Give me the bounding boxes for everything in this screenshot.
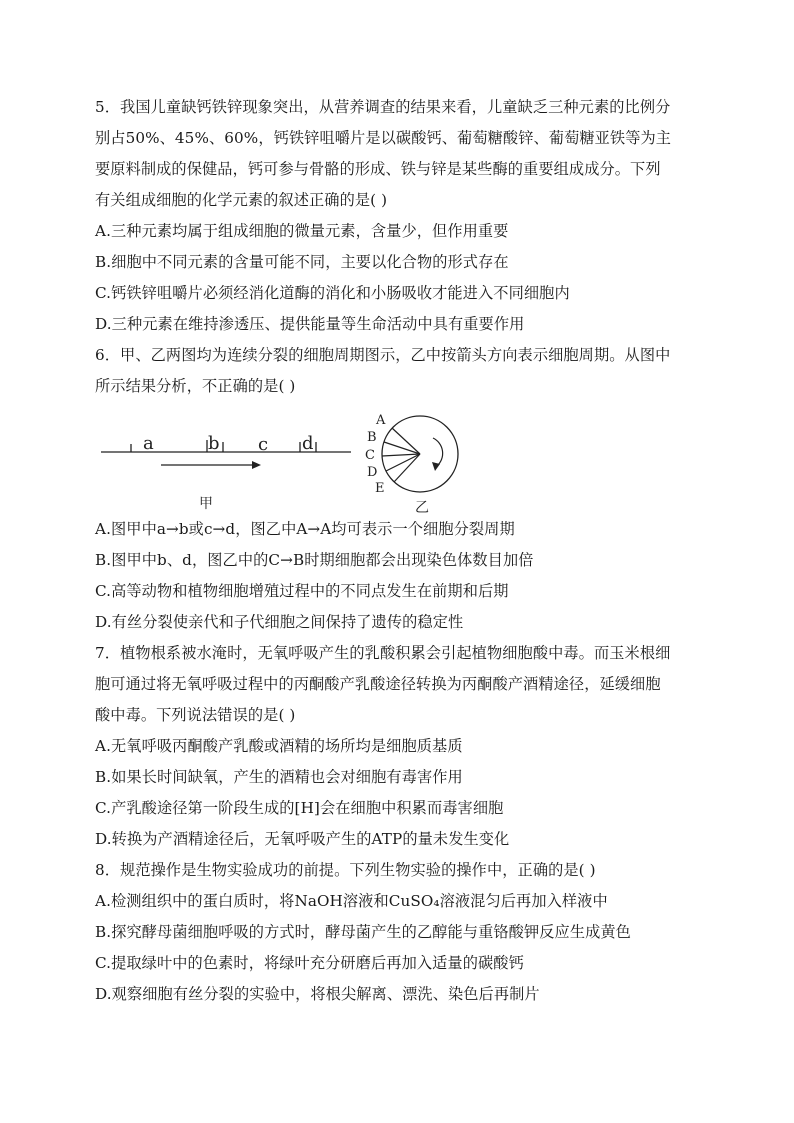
label-D: D [367, 465, 378, 480]
cell-cycle-diagram [95, 404, 475, 514]
question-7 [95, 638, 705, 855]
option-d: D.观察细胞有丝分裂的实验中，将根尖解离、漂洗、染色后再制片 [95, 985, 540, 1003]
label-B: B [367, 430, 377, 445]
option-d: D.转换为产酒精途径后，无氧呼吸产生的ATP的量未发生变化 [95, 830, 510, 848]
question-stem-line: 7．植物根系被水淹时，无氧呼吸产生的乳酸积累会引起植物细胞酸中毒。而玉米根细 [95, 644, 671, 662]
option-a: A.无氧呼吸丙酮酸产乳酸或酒精的场所均是细胞质基质 [95, 737, 463, 755]
option-c: C.提取绿叶中的色素时，将绿叶充分研磨后再加入适量的碳酸钙 [95, 954, 524, 972]
label-E: E [375, 481, 385, 496]
question-stem-line: 5．我国儿童缺钙铁锌现象突出，从营养调查的结果来看，儿童缺乏三种元素的比例分 [95, 98, 671, 116]
cell-cycle-figure [95, 404, 705, 514]
option-c: C.钙铁锌咀嚼片必须经消化道酶的消化和小肠吸收才能进入不同细胞内 [95, 284, 570, 302]
radius-e [394, 454, 420, 482]
label-d: d [302, 433, 314, 454]
cycle-direction-arrow [433, 438, 443, 466]
option-b: B.探究酵母菌细胞呼吸的方式时，酵母菌产生的乙醇能与重铬酸钾反应生成黄色 [95, 923, 631, 941]
label-c: c [258, 434, 269, 455]
question-stem-line: 所示结果分析，不正确的是( ) [95, 377, 296, 395]
arrow-head-icon [252, 461, 261, 469]
question-6 [95, 340, 705, 638]
label-a: a [143, 433, 154, 454]
option-c: C.产乳酸途径第一阶段生成的[H]会在细胞中积累而毒害细胞 [95, 799, 504, 817]
radius-b [384, 442, 420, 454]
question-stem-line: 要原料制成的保健品，钙可参与骨骼的形成、铁与锌是某些酶的重要组成成分。下列 [95, 160, 661, 178]
exam-page [95, 92, 705, 1010]
caption-jia: 甲 [199, 496, 213, 512]
question-stem-line: 有关组成细胞的化学元素的叙述正确的是( ) [95, 191, 388, 209]
option-d: D.三种元素在维持渗透压、提供能量等生命活动中具有重要作用 [95, 315, 525, 333]
label-b: b [208, 433, 220, 454]
option-a: A.三种元素均属于组成细胞的微量元素，含量少，但作用重要 [95, 222, 509, 240]
radius-a [392, 428, 420, 454]
option-a: A.检测组织中的蛋白质时，将NaOH溶液和CuSO₄溶液混匀后再加入样液中 [95, 892, 608, 910]
question-stem-line: 6．甲、乙两图均为连续分裂的细胞周期图示，乙中按箭头方向表示细胞周期。从图中 [95, 346, 671, 364]
option-b: B.图甲中b、d，图乙中的C→B时期细胞都会出现染色体数目加倍 [95, 551, 534, 569]
radius-d [386, 454, 420, 471]
question-stem-line: 别占50%、45%、60%，钙铁锌咀嚼片是以碳酸钙、葡萄糖酸锌、葡萄糖亚铁等为主 [95, 129, 672, 147]
option-b: B.细胞中不同元素的含量可能不同，主要以化合物的形式存在 [95, 253, 509, 271]
question-5 [95, 92, 705, 340]
question-stem-line: 胞可通过将无氧呼吸过程中的丙酮酸产乳酸途径转换为丙酮酸产酒精途径，延缓细胞 [95, 675, 661, 693]
label-A: A [376, 413, 386, 428]
label-C: C [365, 448, 375, 463]
radius-c [382, 454, 420, 456]
option-d: D.有丝分裂使亲代和子代细胞之间保持了遗传的稳定性 [95, 613, 464, 631]
option-b: B.如果长时间缺氧，产生的酒精也会对细胞有毒害作用 [95, 768, 463, 786]
question-8 [95, 855, 705, 1010]
question-stem-line: 酸中毒。下列说法错误的是( ) [95, 706, 296, 724]
option-a: A.图甲中a→b或c→d，图乙中A→A均可表示一个细胞分裂周期 [95, 520, 515, 538]
question-stem-line: 8．规范操作是生物实验成功的前提。下列生物实验的操作中，正确的是( ) [95, 861, 596, 879]
caption-yi: 乙 [415, 500, 429, 514]
option-c: C.高等动物和植物细胞增殖过程中的不同点发生在前期和后期 [95, 582, 509, 600]
